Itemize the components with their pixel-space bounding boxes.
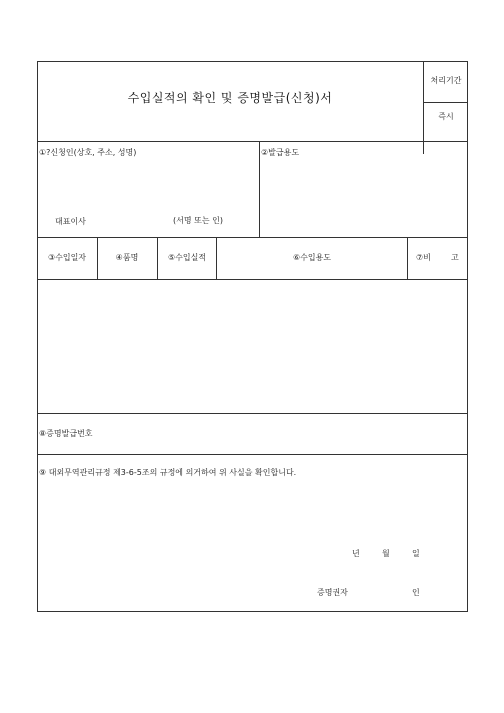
certifier-label: 증명권자	[317, 588, 348, 597]
processing-period-label: 처리기간	[430, 76, 462, 85]
records-bottom-line	[38, 413, 467, 414]
import-record-form	[37, 61, 468, 612]
col-divider-2	[157, 237, 158, 279]
signature-label: (서명 또는 인)	[173, 216, 223, 225]
col-divider-3	[216, 237, 217, 279]
processing-period-value: 즉시	[438, 112, 454, 121]
columns-bottom-line	[38, 279, 467, 280]
column-item-name: ④품명	[115, 253, 139, 262]
applicant-bottom-line	[38, 237, 467, 238]
confirmation-text: ⑨ 대외무역관리규정 제3-6-5조의 규정에 의거하여 위 사실을 확인합니다.	[39, 468, 297, 477]
date-year: 년	[352, 549, 360, 558]
certificate-number-label: ⑧증명발급번호	[39, 429, 93, 438]
applicant-label: ①?신청인(상호, 주소, 성명)	[39, 148, 137, 157]
representative-label: 대표이사	[55, 217, 86, 226]
column-import-use: ⑥수입용도	[292, 253, 332, 262]
issue-purpose-label: ②발급용도	[261, 148, 300, 157]
col-divider-4	[407, 237, 408, 279]
col-divider-1	[97, 237, 98, 279]
applicant-divider	[259, 141, 260, 237]
header-bottom-line	[38, 141, 467, 142]
seal-label: 인	[412, 588, 420, 597]
column-import-date: ③수입일자	[47, 253, 87, 262]
column-remarks-1: ⑦비	[416, 253, 431, 262]
processing-divider	[423, 102, 468, 103]
date-day: 일	[412, 549, 420, 558]
date-month: 월	[382, 549, 390, 558]
cert-number-bottom-line	[38, 454, 467, 455]
column-remarks-2: 고	[451, 253, 459, 262]
column-import-record: ⑤수입실적	[167, 253, 207, 262]
form-title: 수입실적의 확인 및 증명발급(신청)서	[127, 91, 333, 105]
